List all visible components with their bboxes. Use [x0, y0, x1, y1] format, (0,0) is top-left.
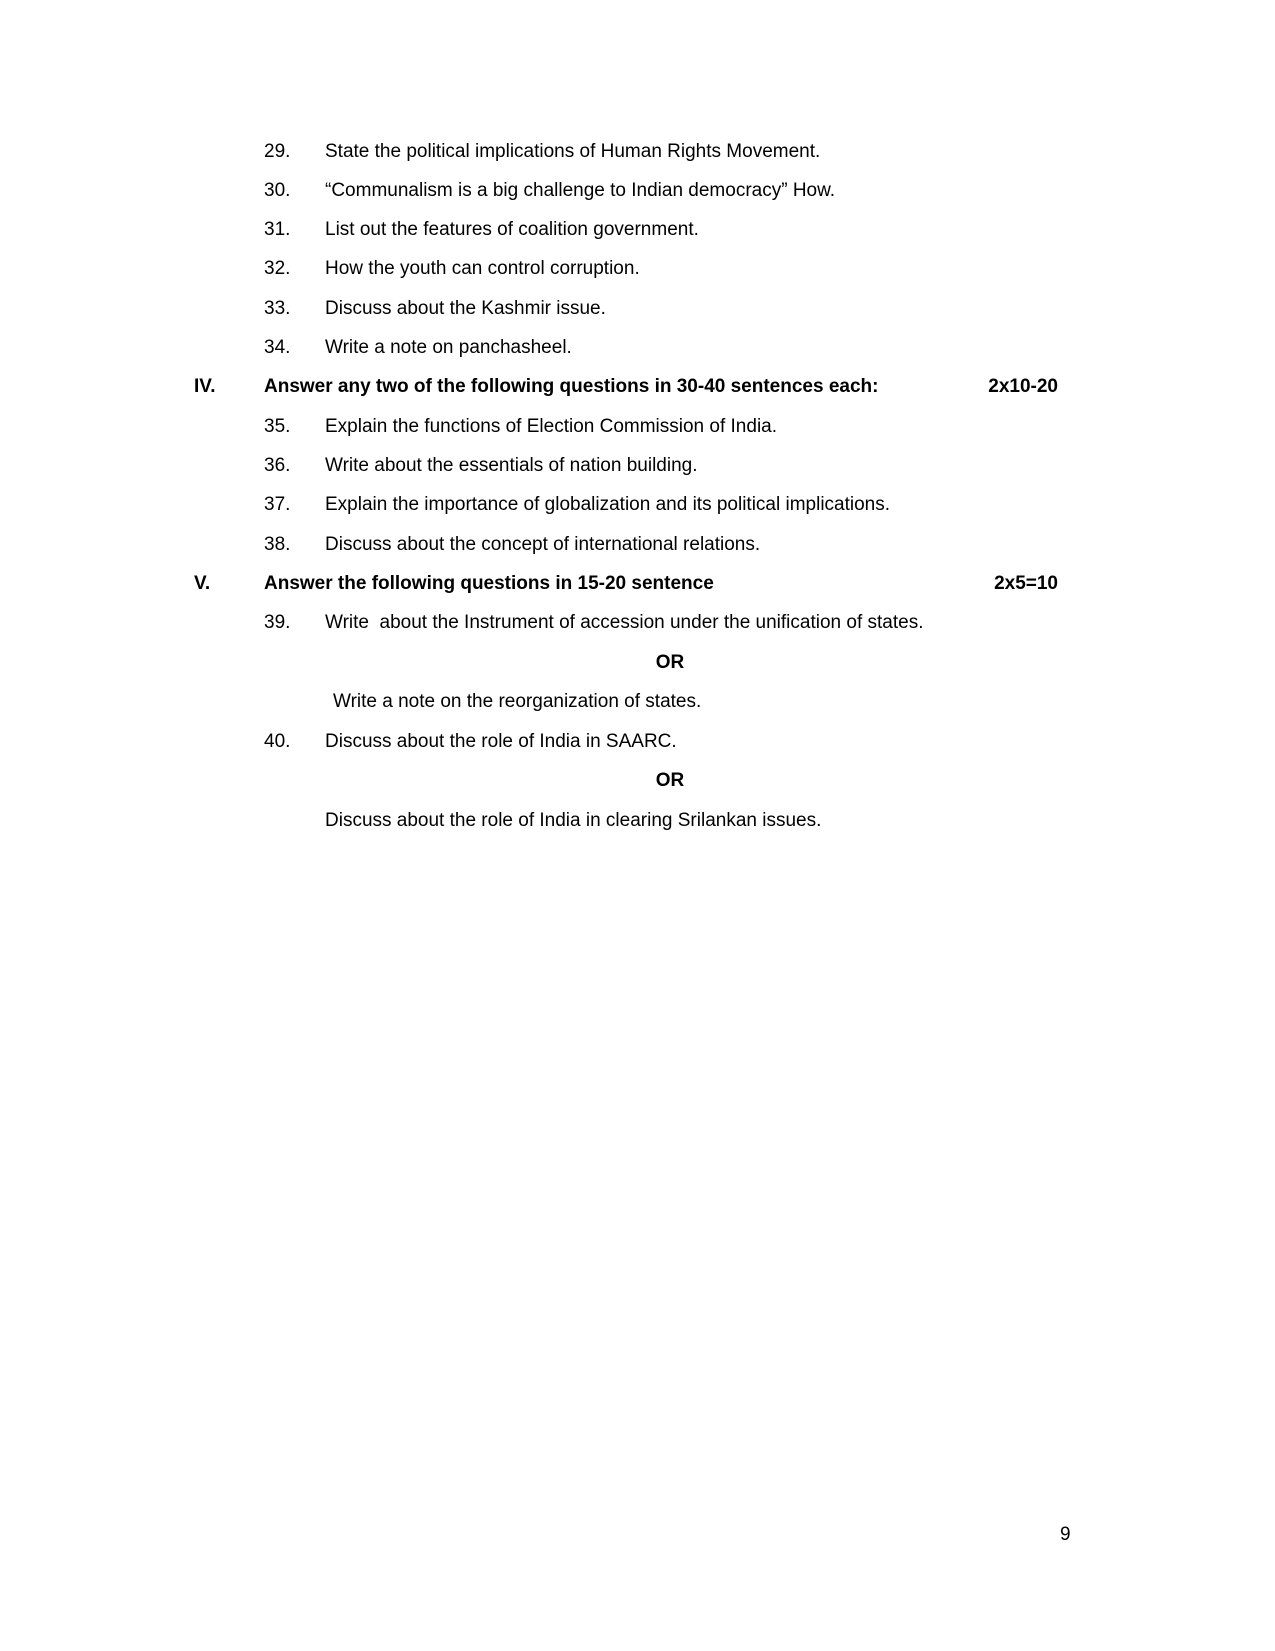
section-iv-numeral: IV.: [194, 376, 216, 397]
question-number: 34.: [264, 337, 291, 358]
or-separator: OR: [655, 652, 685, 673]
question-number: 32.: [264, 258, 291, 279]
page-number: 9: [1060, 1524, 1071, 1545]
question-alternative: Write a note on the reorganization of states.: [333, 691, 702, 712]
section-iv-heading: Answer any two of the following questions in 30-40 sentences each:: [264, 376, 879, 397]
question-text: Explain the functions of Election Commission of India.: [325, 416, 778, 437]
question-text: Write about the essentials of nation building.: [325, 455, 698, 476]
section-v-numeral: V.: [194, 573, 211, 594]
question-number: 31.: [264, 219, 291, 240]
or-separator: OR: [655, 770, 685, 791]
question-number: 39.: [264, 612, 291, 633]
question-text: Explain the importance of globalization and its political implications.: [325, 494, 891, 515]
question-text: Discuss about the Kashmir issue.: [325, 298, 606, 319]
question-text: Discuss about the role of India in SAARC.: [325, 731, 677, 752]
question-number: 37.: [264, 494, 291, 515]
section-v-heading: Answer the following questions in 15-20 sentence: [264, 573, 714, 594]
question-text: Write about the Instrument of accession under the unification of states.: [325, 612, 924, 633]
question-text: How the youth can control corruption.: [325, 258, 640, 279]
question-text: Write a note on panchasheel.: [325, 337, 572, 358]
question-text: “Communalism is a big challenge to Indian democracy” How.: [325, 180, 836, 201]
question-number: 30.: [264, 180, 291, 201]
question-number: 40.: [264, 731, 291, 752]
section-iv-marks: 2x10-20: [988, 376, 1058, 397]
section-v-marks: 2x5=10: [994, 573, 1058, 594]
question-text: List out the features of coalition government.: [325, 219, 699, 240]
question-alternative: Discuss about the role of India in clearing Srilankan issues.: [325, 810, 822, 831]
question-text: State the political implications of Human Rights Movement.: [325, 141, 821, 162]
question-number: 33.: [264, 298, 291, 319]
question-number: 35.: [264, 416, 291, 437]
question-number: 36.: [264, 455, 291, 476]
question-text: Discuss about the concept of international relations.: [325, 534, 761, 555]
question-number: 29.: [264, 141, 291, 162]
question-number: 38.: [264, 534, 291, 555]
